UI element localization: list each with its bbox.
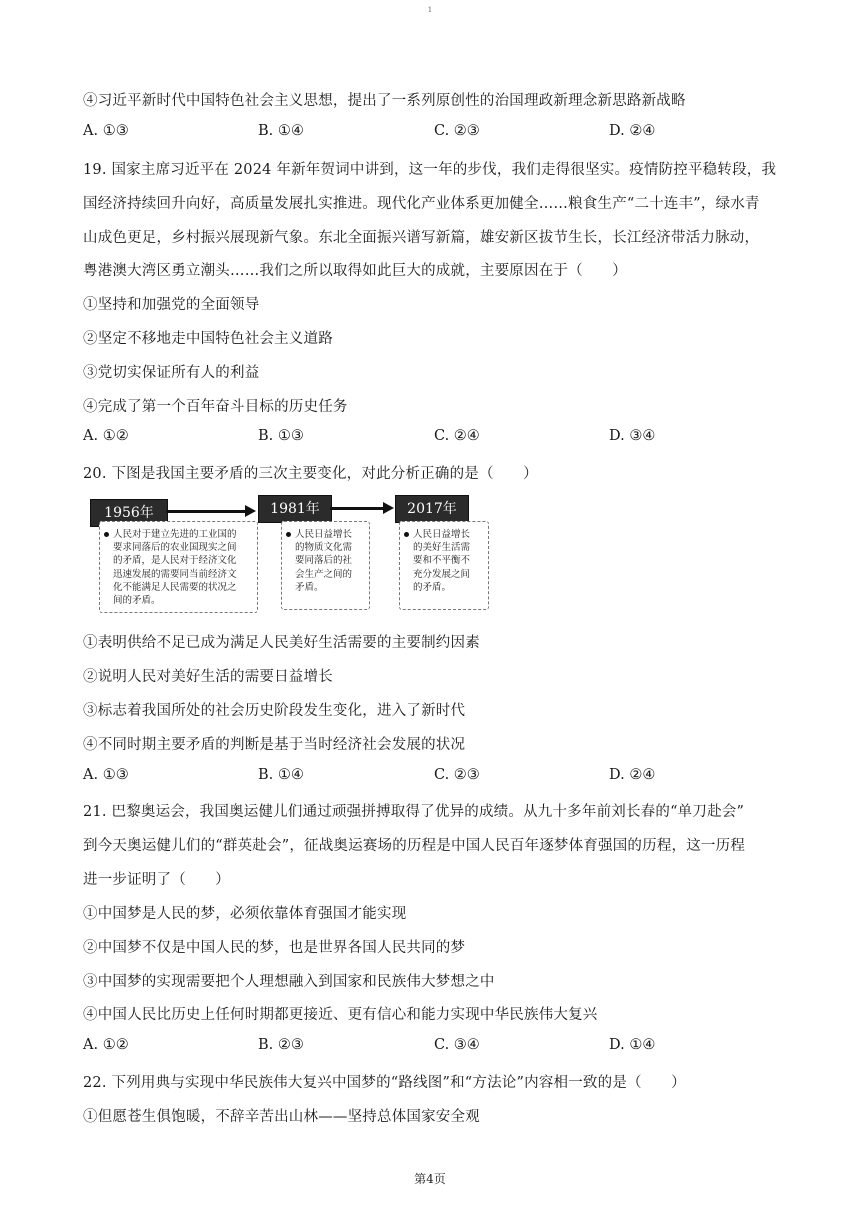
q20-option-b: B. ①④ xyxy=(258,767,304,783)
q20-item-2: ②说明人民对美好生活的需要日益增长 xyxy=(83,669,333,685)
page-top-mark: 1 xyxy=(427,6,433,14)
q18-options xyxy=(83,123,783,145)
timeline-card-text-2017: 人民日益增长 的美好生活需 要和不平衡不 充分发展之间 的矛盾。 xyxy=(413,529,471,593)
bullet-dot-icon xyxy=(404,532,409,537)
q20-options xyxy=(83,767,783,789)
q20-item-4: ④不同时期主要矛盾的判断是基于当时经济社会发展的状况 xyxy=(83,737,466,753)
q19-stem-line-1: 19. 国家主席习近平在 2024 年新年贺词中讲到，这一年的步伐，我们走得很坚实。疫情防控平稳转段，我 xyxy=(83,162,777,178)
q20-option-a: A. ①③ xyxy=(83,767,129,783)
q21-stem-line-3: 进一步证明了（ ） xyxy=(83,872,230,888)
q20-stem: 20. 下图是我国主要矛盾的三次主要变化，对此分析正确的是（ ） xyxy=(83,466,538,482)
timeline-card-1981 xyxy=(281,521,370,610)
timeline-card-text-1981: 人民日益增长 的物质文化需 要同落后的社 会生产之间的 矛盾。 xyxy=(295,529,353,593)
timeline-year-2017: 2017年 xyxy=(395,495,469,523)
q19-options xyxy=(83,428,783,450)
q22-stem: 22. 下列用典与实现中华民族伟大复兴中国梦的“路线图”和“方法论”内容相一致的是（ ） xyxy=(83,1075,686,1091)
q21-item-3: ③中国梦的实现需要把个人理想融入到国家和民族伟大梦想之中 xyxy=(83,974,495,990)
q18-option-a: A. ①③ xyxy=(83,123,129,139)
q21-option-b: B. ②③ xyxy=(258,1037,304,1053)
contradiction-timeline-figure xyxy=(90,495,500,617)
q19-option-d: D. ③④ xyxy=(609,428,656,444)
q18-option-d: D. ②④ xyxy=(609,123,656,139)
q19-stem-line-4: 粤港澳大湾区勇立潮头……我们之所以取得如此巨大的成就，主要原因在于（ ） xyxy=(83,263,627,279)
q18-option-b: B. ①④ xyxy=(258,123,304,139)
q21-option-a: A. ①② xyxy=(83,1037,129,1053)
page-footer: 第4页 xyxy=(414,1172,446,1186)
bullet-dot-icon xyxy=(104,532,109,537)
q19-stem-line-2: 国经济持续回升向好，高质量发展扎实推进。现代化产业体系更加健全……粮食生产“二十连丰”，绿水青 xyxy=(83,196,760,212)
q22-item-1: ①但愿苍生俱饱暖，不辞辛苦出山林——坚持总体国家安全观 xyxy=(83,1109,480,1125)
timeline-card-1956 xyxy=(99,521,258,613)
q20-option-c: C. ②③ xyxy=(434,767,480,783)
timeline-year-1981: 1981年 xyxy=(258,495,332,523)
q20-item-3: ③标志着我国所处的社会历史阶段发生变化，进入了新时代 xyxy=(83,703,466,719)
q18-option-c: C. ②③ xyxy=(434,123,480,139)
timeline-card-text-1956: 人民对于建立先进的工业国的 要求同落后的农业国现实之间 的矛盾，是人民对于经济文化 迅速发展的需要同当前经济文 化不能满足人民需要的状况之 间的矛盾。 xyxy=(113,529,237,607)
q21-item-1: ①中国梦是人民的梦，必须依靠体育强国才能实现 xyxy=(83,906,407,922)
q21-option-c: C. ③④ xyxy=(434,1037,480,1053)
timeline-arrow-2 xyxy=(330,507,384,510)
timeline-year-1956: 1956年 xyxy=(90,499,168,527)
q19-option-a: A. ①② xyxy=(83,428,129,444)
q19-option-b: B. ①③ xyxy=(258,428,304,444)
q19-item-4: ④完成了第一个百年奋斗目标的历史任务 xyxy=(83,399,348,415)
q19-item-2: ②坚定不移地走中国特色社会主义道路 xyxy=(83,331,333,347)
q18-item-4: ④习近平新时代中国特色社会主义思想，提出了一系列原创性的治国理政新理念新思路新战略 xyxy=(83,93,686,109)
q20-option-d: D. ②④ xyxy=(609,767,656,783)
timeline-card-2017 xyxy=(399,521,489,610)
q19-option-c: C. ②④ xyxy=(434,428,480,444)
q19-stem-line-3: 山成色更足，乡村振兴展现新气象。东北全面振兴谱写新篇，雄安新区拔节生长，长江经济带活力脉动， xyxy=(83,230,760,246)
q20-item-1: ①表明供给不足已成为满足人民美好生活需要的主要制约因素 xyxy=(83,635,480,651)
q21-stem-line-1: 21. 巴黎奥运会，我国奥运健儿们通过顽强拼搏取得了优异的成绩。从九十多年前刘长春的“单刀赴会” xyxy=(83,804,745,820)
timeline-arrow-1 xyxy=(166,510,246,513)
q19-item-1: ①坚持和加强党的全面领导 xyxy=(83,297,260,313)
timeline-arrowhead-1 xyxy=(245,505,256,517)
q21-item-2: ②中国梦不仅是中国人民的梦，也是世界各国人民共同的梦 xyxy=(83,940,466,956)
timeline-arrowhead-2 xyxy=(383,502,394,514)
q21-option-d: D. ①④ xyxy=(609,1037,656,1053)
q21-options xyxy=(83,1037,783,1059)
q21-stem-line-2: 到今天奥运健儿们的“群英赴会”，征战奥运赛场的历程是中国人民百年逐梦体育强国的历程，这一历程 xyxy=(83,838,746,854)
q21-item-4: ④中国人民比历史上任何时期都更接近、更有信心和能力实现中华民族伟大复兴 xyxy=(83,1007,598,1023)
q19-item-3: ③党切实保证所有人的利益 xyxy=(83,365,260,381)
bullet-dot-icon xyxy=(286,532,291,537)
